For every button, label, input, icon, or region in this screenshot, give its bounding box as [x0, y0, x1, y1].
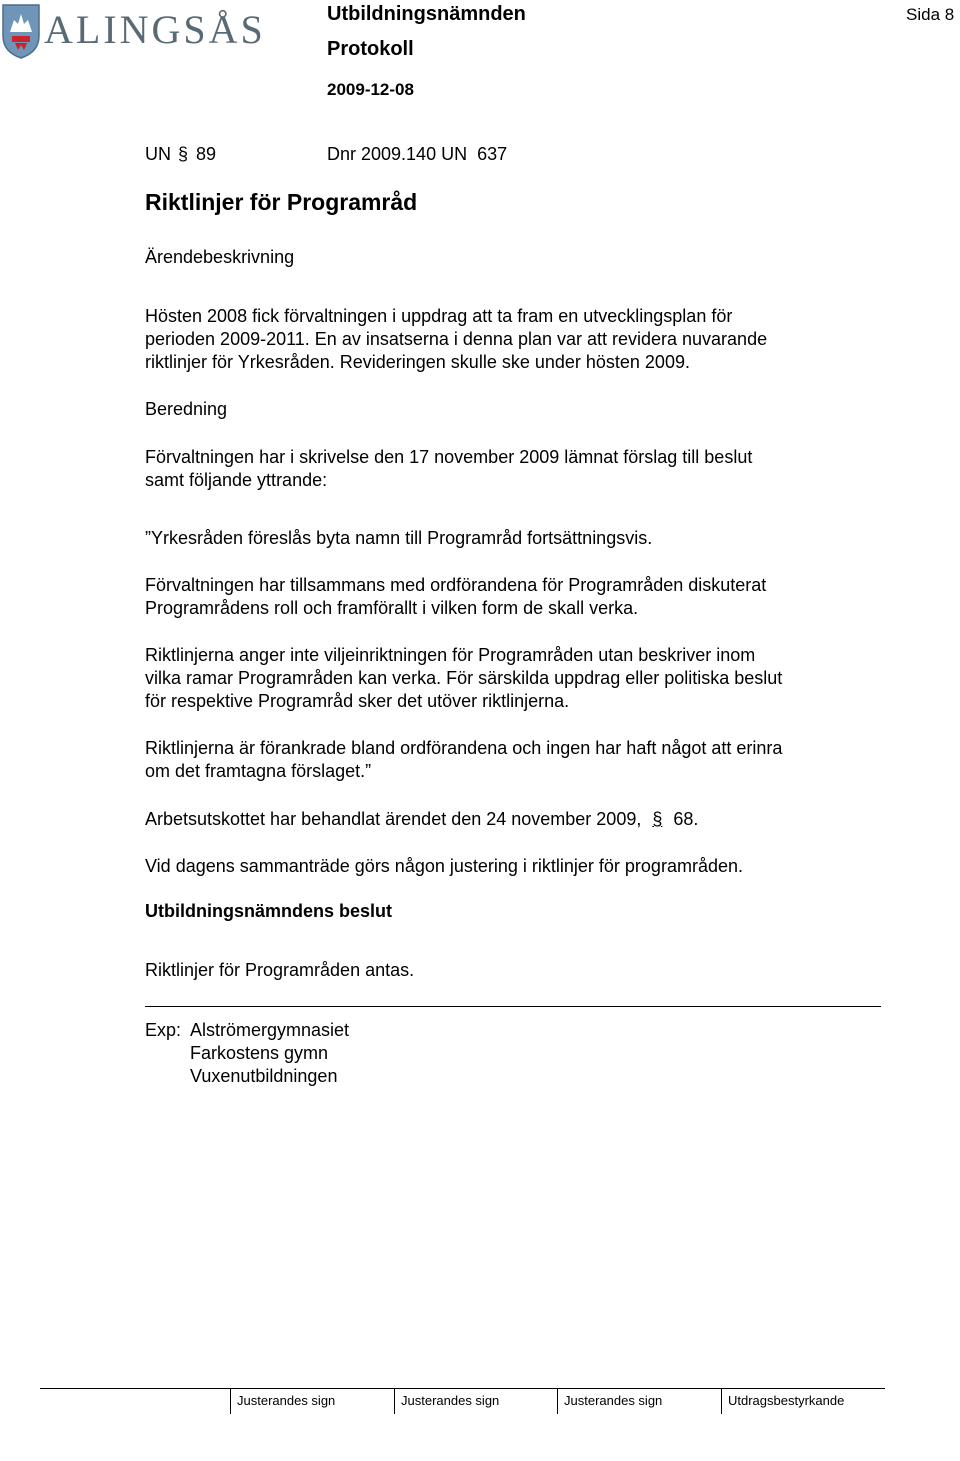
case-number: 89	[196, 144, 217, 164]
beredning-paragraph-1	[145, 446, 752, 492]
footer-certification-cell: Utdragsbestyrkande	[721, 1388, 844, 1414]
text-line: Programrådens roll och framförallt i vilken form de skall verka.	[145, 598, 639, 618]
document-type: Protokoll	[327, 38, 414, 60]
section-heading-beslut: Utbildningsnämndens beslut	[145, 901, 393, 921]
text-line: Riktlinjerna anger inte viljeinriktningen för Programråden utan beskriver inom	[145, 645, 756, 665]
coat-of-arms-icon	[0, 2, 42, 60]
divider	[145, 1006, 881, 1007]
text-line: riktlinjer för Yrkesråden. Revideringen skulle ske under hösten 2009.	[145, 352, 690, 372]
au-paragraph	[145, 808, 698, 831]
committee-name: Utbildningsnämnden	[327, 3, 526, 25]
page-number: Sida 8	[906, 5, 955, 24]
document-date: 2009-12-08	[327, 80, 414, 99]
beslut-text: Riktlinjer för Programråden antas.	[145, 960, 415, 980]
beredning-paragraph-4	[145, 737, 782, 783]
footer-signature-cell: Justerandes sign	[394, 1388, 499, 1414]
exp-list	[190, 1019, 349, 1088]
footer-signature-cell: Justerandes sign	[557, 1388, 662, 1414]
section-heading-beredning: Beredning	[145, 399, 228, 419]
text-line: Förvaltningen har tillsammans med ordförandena för Programråden diskuterat	[145, 575, 767, 595]
text-line: Riktlinjerna är förankrade bland ordförandena och ingen har haft något att erinra	[145, 738, 783, 758]
text-line: Hösten 2008 fick förvaltningen i uppdrag att ta fram en utvecklingsplan för	[145, 306, 733, 326]
au-number: 68.	[673, 809, 699, 829]
vid-dagens-text: Vid dagens sammanträde görs någon justering i riktlinjer för programråden.	[145, 856, 743, 876]
beredning-paragraph-3	[145, 644, 782, 713]
case-number-label: UN	[145, 144, 171, 164]
quote-line: ”Yrkesråden föreslås byta namn till Programråd fortsättningsvis.	[145, 528, 653, 548]
text-line: Förvaltningen har i skrivelse den 17 november 2009 lämnat förslag till beslut	[145, 447, 753, 467]
text-line: perioden 2009-2011. En av insatserna i denna plan var att revidera nuvarande	[145, 329, 768, 349]
list-item: Vuxenutbildningen	[190, 1066, 338, 1086]
beredning-paragraph-2	[145, 574, 766, 620]
paragraph-sign: §	[652, 809, 663, 829]
logo-wordmark: ALINGSÅS	[44, 7, 266, 52]
au-text: Arbetsutskottet har behandlat ärendet den 24 november 2009,	[145, 809, 642, 829]
text-line: för respektive Programråd sker det utöver riktlinjerna.	[145, 691, 570, 711]
paragraph-sign: §	[178, 144, 189, 164]
exp-label: Exp:	[145, 1020, 182, 1040]
text-line: samt följande yttrande:	[145, 470, 328, 490]
footer-signature-cell: Justerandes sign	[230, 1388, 335, 1414]
municipality-logo	[0, 2, 266, 62]
section-heading-arendebeskrivning: Ärendebeskrivning	[145, 247, 295, 267]
arendebeskrivning-paragraph	[145, 305, 767, 374]
list-item: Farkostens gymn	[190, 1043, 329, 1063]
page-title: Riktlinjer för Programråd	[145, 189, 418, 215]
text-line: vilka ramar Programråden kan verka. För särskilda uppdrag eller politiska beslut	[145, 668, 783, 688]
list-item: Alströmergymnasiet	[190, 1020, 350, 1040]
text-line: om det framtagna förslaget.”	[145, 761, 372, 781]
dnr-reference: Dnr 2009.140 UN 637	[327, 144, 508, 164]
